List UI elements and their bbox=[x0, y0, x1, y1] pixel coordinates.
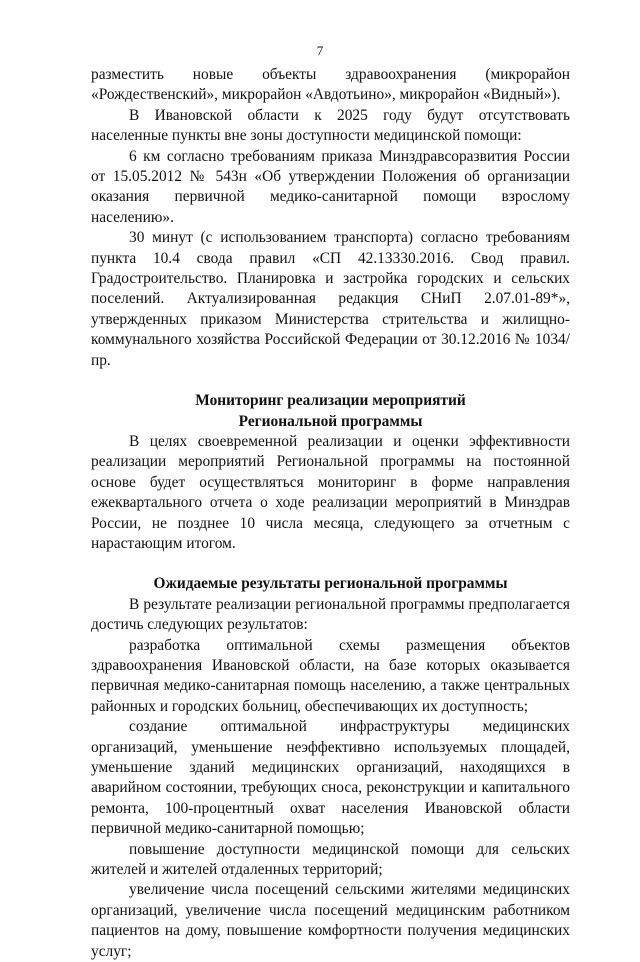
spacer bbox=[91, 371, 570, 391]
paragraph-continuation: разместить новые объекты здравоохранения (микрорайон «Рождественский», микрорайон «Авдотьино», микрорайон «Видный»). bbox=[91, 66, 570, 104]
monitoring-heading-line1: Мониторинг реализации мероприятий bbox=[195, 392, 466, 410]
paragraph-accessibility: В Ивановской области к 2025 году будут отсутствовать населенные пункты вне зоны доступности медицинской помощи: bbox=[91, 106, 570, 145]
paragraph-30min: 30 минут (с использованием транспорта) согласно требованиям пункта 10.4 свода правил «СП 42.13330.2016. Свод правил. Градостроительство. Планировка и застройка городских и сельских поселений. Актуализированная редакция СНиП 2.07.01-89*», утвержденных приказом Министерства стрительства и жилищно-коммунального хозяйства Российской Федерации от 30.12.2016 № 1034/пр. bbox=[91, 229, 570, 369]
spacer bbox=[91, 554, 570, 574]
results-item: увеличение числа посещений сельскими жителями медицинских организаций, увеличение числа посещений медицинским работником пациентов на дому, повышение комфортности получения медицинских услуг; bbox=[91, 881, 570, 960]
monitoring-paragraph: В целях своевременной реализации и оценки эффективности реализации мероприятий Региональной программы на постоянной основе будет осуществляться мониторинг в форме направления ежеквартального отчета о ходе реализации мероприятий в Минздрав России, не позднее 10 числа месяца, следующего за отчетным с нарастающим итогом. bbox=[91, 432, 570, 552]
results-item: повышение доступности медицинской помощи для сельских жителей и жителей отдаленных территорий; bbox=[91, 840, 570, 879]
results-heading: Ожидаемые результаты региональной программы bbox=[153, 575, 508, 593]
document-body bbox=[91, 65, 570, 962]
results-item: создание оптимальной инфраструктуры медицинских организаций, уменьшение неэффективно используемых площадей, уменьшение зданий медицинских организаций, находящихся в аварийном состоянии, требующих сноса, реконструкции и капитального ремонта, 100-процентный охват населения Ивановской области первичной медико-санитарной помощью; bbox=[91, 718, 570, 838]
monitoring-heading-line2: Региональной программы bbox=[238, 412, 423, 430]
page-number: 7 bbox=[316, 43, 324, 58]
results-intro: В результате реализации региональной программы предполагается достичь следующих результатов: bbox=[91, 595, 570, 634]
paragraph-6km: 6 км согласно требованиям приказа Минздравсоразвития России от 15.05.2012 № 543н «Об утверждении Положения об организации оказания первичной медико-санитарной помощи взрослому населению». bbox=[91, 147, 570, 226]
results-item: разработка оптимальной схемы размещения объектов здравоохранения Ивановской области, на базе которых оказывается первичная медико-санитарная помощь населению, а также центральных районных и городских больниц, обеспечивающих их доступность; bbox=[91, 636, 570, 715]
